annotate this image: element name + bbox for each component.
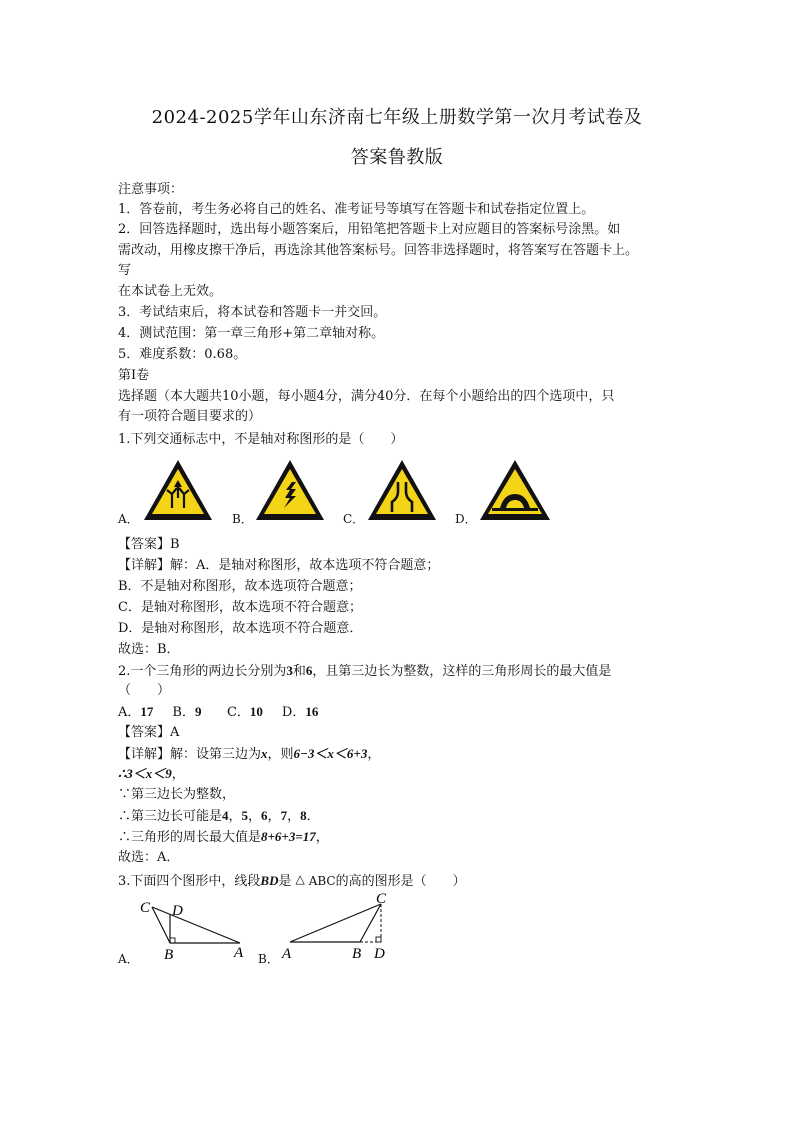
- zigzag-arrow-sign-icon: [254, 458, 326, 522]
- q2-explain-text: ∴第三边长可能是: [118, 809, 223, 824]
- q2-explain-text: ，: [367, 747, 381, 762]
- q2-explain: ∵第三边长为整数，: [118, 787, 236, 802]
- triangle-symbol: △: [295, 872, 305, 886]
- q2-stem-text: 2.一个三角形的两边长分别为: [118, 664, 287, 679]
- q1-option-label: C．: [343, 512, 365, 526]
- q1-stem: 1.下列交通标志中，不是轴对称图形的是（ ）: [118, 432, 404, 447]
- q2-option-label: A．: [118, 705, 141, 720]
- q2-option-label: B．: [172, 705, 195, 720]
- q2-candidate: 8: [300, 808, 307, 823]
- q2-explain-text: ，则: [267, 747, 294, 762]
- doc-title-line1: 2024-2025学年山东济南七年级上册数学第一次月考试卷及: [151, 107, 643, 128]
- hump-bridge-sign-icon: [478, 458, 552, 522]
- q1-explain: B．不是轴对称图形，故本选项符合题意；: [118, 579, 362, 594]
- q2-candidate: 4: [222, 808, 229, 823]
- q3-stem-text: 是: [278, 874, 292, 889]
- q2-option-value: 16: [305, 704, 319, 719]
- vertex-label: C: [376, 891, 387, 907]
- q2-variable: x: [261, 746, 268, 761]
- part-heading: 第Ⅰ卷: [118, 368, 150, 383]
- notice-item: 5．难度系数：0.68。: [118, 347, 247, 362]
- q2-sep: ，: [228, 809, 242, 824]
- notice-item: 需改动，用橡皮擦干净后，再选涂其他答案标号。回答非选择题时，将答案写在答题卡上。: [118, 243, 639, 258]
- q1-option-label: D．: [455, 512, 477, 526]
- notice-item: 写: [118, 263, 132, 278]
- q2-equation: 8+6+3=17: [261, 829, 316, 844]
- q3-stem: [118, 870, 466, 891]
- q3-figure-b: [276, 890, 402, 964]
- notice-item: 4．测试范围：第一章三角形+第二章轴对称。: [118, 326, 385, 341]
- q2-candidate: 6: [261, 808, 268, 823]
- notice-item: 在本试卷上无效。: [118, 284, 223, 299]
- vertex-label: C: [140, 900, 151, 916]
- q3-stem-text: 3.下面四个图形中，线段: [118, 874, 261, 889]
- q3-triangle-name: ABC: [308, 874, 336, 888]
- q2-explain: [118, 745, 380, 764]
- q1-explain: 故选：B．: [118, 642, 180, 657]
- q2-sep: ，: [248, 809, 262, 824]
- q2-option-label: C．: [226, 705, 250, 720]
- q2-explain: [118, 807, 320, 826]
- vertex-label: B: [164, 947, 174, 963]
- q2-sep: ，: [287, 809, 301, 824]
- q2-explain: [118, 765, 185, 784]
- q1-option-label: B．: [232, 512, 253, 526]
- notice-item: 1．答卷前，考生务必将自己的姓名、准考证号等填写在答题卡和试卷指定位置上。: [118, 202, 595, 217]
- q2-explain-text: ，: [315, 830, 329, 845]
- q2-inequality: 6−3＜x＜6+3: [293, 746, 368, 761]
- q2-answer: 【答案】A: [118, 725, 180, 740]
- q3-figure-a: [136, 895, 252, 965]
- vertex-label: A: [282, 946, 292, 962]
- q2-option-label: D．: [281, 705, 306, 720]
- q2-stem-paren: （ ）: [118, 683, 171, 698]
- q3-option-label: B．: [258, 952, 279, 966]
- q2-option-value: 9: [194, 704, 202, 719]
- q2-option-value: 10: [249, 704, 263, 719]
- q1-explain: D．是轴对称图形，故本选项不符合题意．: [118, 621, 363, 636]
- road-narrows-sign-icon: [366, 458, 438, 522]
- q2-options: [118, 703, 318, 722]
- q2-and: 和: [292, 664, 306, 679]
- q2-candidate: 5: [241, 808, 249, 823]
- q2-side-value: 3: [286, 663, 293, 678]
- q3-segment: BD: [260, 873, 279, 888]
- q1-explain: C．是轴对称图形，故本选项不符合题意；: [118, 600, 362, 615]
- notice-heading: 注意事项：: [118, 182, 184, 197]
- q2-explain: 故选：A．: [118, 850, 180, 865]
- q2-explain-text: ∴三角形的周长最大值是: [118, 830, 262, 845]
- q2-explain-text: 【详解】解：设第三边为: [118, 747, 262, 762]
- q2-explain-text: ，: [171, 767, 185, 782]
- q3-option-label: A．: [118, 952, 139, 966]
- vertex-label: B: [352, 946, 362, 962]
- q1-option-label: A．: [118, 512, 139, 526]
- merge-arrows-sign-icon: [142, 458, 214, 522]
- q2-sep: ，: [267, 809, 281, 824]
- vertex-label: A: [234, 945, 244, 961]
- q2-explain: [118, 828, 329, 847]
- section-intro: 有一项符合题目要求的）: [118, 409, 262, 424]
- notice-item: 3．考试结束后，将本试卷和答题卡一并交回。: [118, 305, 387, 320]
- doc-title-line2: 答案鲁教版: [350, 147, 444, 168]
- q2-stem-text: ，且第三边长为整数，这样的三角形周长的最大值是: [312, 664, 612, 679]
- q1-answer: 【答案】B: [118, 537, 180, 552]
- q2-option-value: 17: [140, 704, 154, 719]
- q2-stem: [118, 662, 611, 681]
- q2-side-value: 6: [305, 663, 313, 678]
- q2-sep: ．: [306, 809, 320, 824]
- q1-explain: 【详解】解：A．是轴对称图形，故本选项不符合题意；: [118, 558, 440, 573]
- vertex-label: D: [374, 946, 385, 962]
- notice-item: 2．回答选择题时，选出每小题答案后，用铅笔把答题卡上对应题目的答案标号涂黑。如: [118, 222, 621, 237]
- q2-inequality: ∴3＜x＜9: [118, 766, 172, 781]
- section-intro: 选择题（本大题共10小题，每小题4分，满分40分．在每个小题给出的四个选项中，只: [118, 389, 615, 404]
- q2-candidate: 7: [280, 808, 288, 823]
- vertex-label: D: [172, 903, 183, 919]
- q3-stem-text: 的高的图形是（ ）: [335, 874, 466, 889]
